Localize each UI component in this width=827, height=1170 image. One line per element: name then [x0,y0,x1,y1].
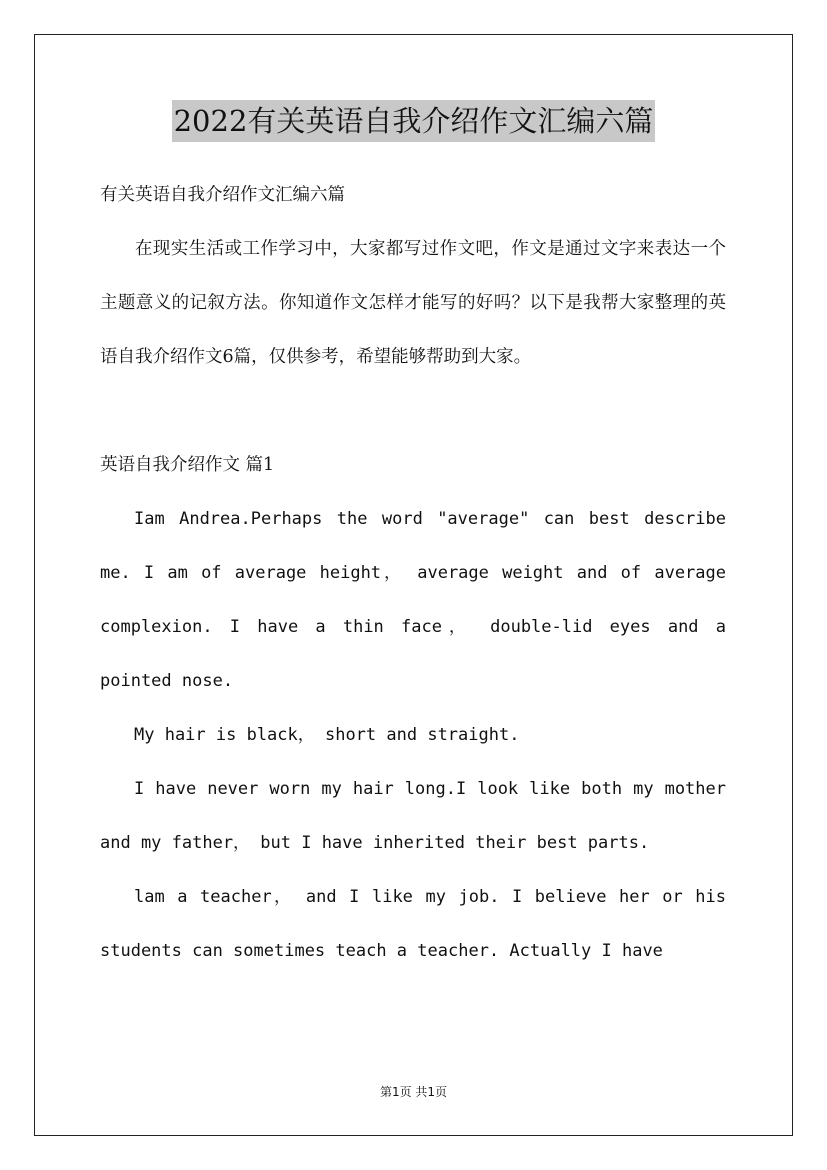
body-paragraph-4: lam a teacher， and I like my job. I believe her or his students can sometimes teach a teacher. Actually I have [100,887,726,961]
body-paragraph-3: I have never worn my hair long.I look like both my mother and my father， but I have inherited their best parts. [100,779,726,853]
subtitle: 有关英语自我介绍作文汇编六篇 [100,185,345,205]
body-paragraph-2: My hair is black， short and straight. [134,725,520,745]
intro-paragraph: 在现实生活或工作学习中，大家都写过作文吧，作文是通过文字来表达一个主题意义的记叙方法。你知道作文怎样才能写的好吗？以下是我帮大家整理的英语自我介绍作文6篇，仅供参考，希望能够帮助到大家。 [100,239,726,367]
document-body [100,168,726,978]
title-container [0,100,827,142]
page-footer: 第1页 共1页 [379,1085,448,1099]
section-heading: 英语自我介绍作文 篇1 [100,455,275,475]
body-paragraph-1: Iam Andrea.Perhaps the word "average" can best describe me. I am of average height， average weight and of average complexion. I have a thin face， double-lid eyes and a pointed nose. [100,509,726,691]
spacer [100,384,726,438]
document-title: 2022有关英语自我介绍作文汇编六篇 [172,100,656,142]
